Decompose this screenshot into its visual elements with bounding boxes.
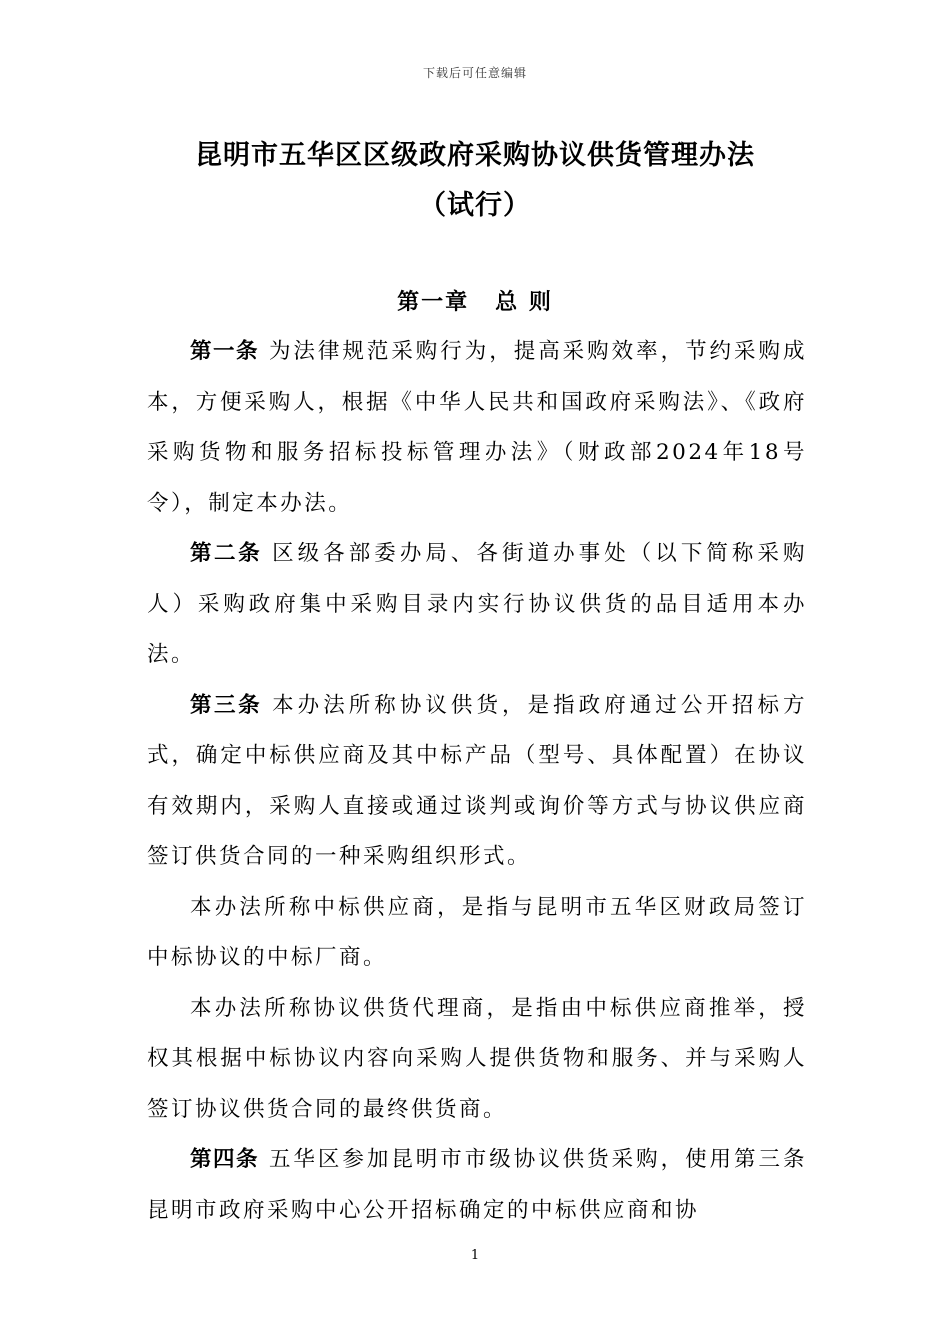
document-body bbox=[147, 327, 807, 1236]
paragraph-text: 本办法所称中标供应商，是指与昆明市五华区财政局签订中标协议的中标厂商。 bbox=[147, 894, 807, 970]
chapter-name: 总 则 bbox=[495, 290, 553, 315]
paragraph-article-3 bbox=[147, 681, 807, 883]
paragraph-definition-agent bbox=[147, 984, 807, 1136]
page-number: 1 bbox=[470, 1248, 480, 1263]
document-title: 昆明市五华区区级政府采购协议供货管理办法 bbox=[195, 140, 755, 171]
chapter-heading bbox=[0, 285, 950, 316]
article-text: 为法律规范采购行为，提高采购效率，节约采购成本，方便采购人，根据《中华人民共和国政府采购法》、《政府采购货物和服务招标投标管理办法》（财政部2024年18号令），制定本办法。 bbox=[147, 339, 807, 516]
article-text: 区级各部委办局、各街道办事处（以下简称采购人）采购政府集中采购目录内实行协议供货的品目适用本办法。 bbox=[147, 541, 807, 667]
paragraph-definition-supplier bbox=[147, 883, 807, 984]
article-label: 第三条 bbox=[190, 692, 263, 718]
article-text: 本办法所称协议供货，是指政府通过公开招标方式，确定中标供应商及其中标产品（型号、具体配置）在协议有效期内，采购人直接或通过谈判或询价等方式与协议供应商签订供货合同的一种采购组织形式。 bbox=[147, 692, 807, 869]
document-subtitle: （试行） bbox=[419, 190, 531, 221]
paragraph-article-2 bbox=[147, 529, 807, 681]
article-label: 第四条 bbox=[190, 1147, 259, 1172]
paragraph-article-4 bbox=[147, 1135, 807, 1236]
article-text: 五华区参加昆明市市级协议供货采购，使用第三条昆明市政府采购中心公开招标确定的中标供应商和协 bbox=[147, 1147, 807, 1223]
article-label: 第一条 bbox=[190, 339, 259, 364]
article-label: 第二条 bbox=[190, 541, 263, 566]
chapter-number: 第一章 bbox=[397, 290, 470, 315]
paragraph-text: 本办法所称协议供货代理商，是指由中标供应商推举，授权其根据中标协议内容向采购人提供货物和服务、并与采购人签订协议供货合同的最终供货商。 bbox=[147, 995, 807, 1122]
header-note: 下载后可任意编辑 bbox=[422, 66, 527, 80]
paragraph-article-1 bbox=[147, 327, 807, 529]
